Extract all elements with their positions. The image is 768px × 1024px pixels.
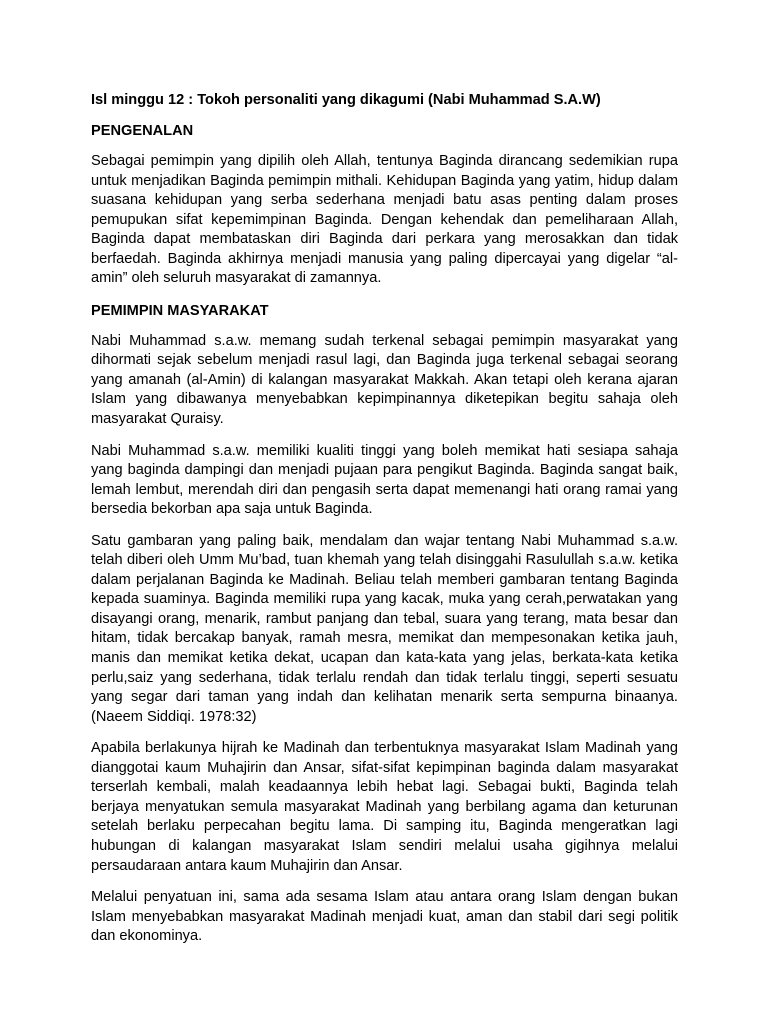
paragraph: Apabila berlakunya hijrah ke Madinah dan terbentuknya masyarakat Islam Madinah yang dianggotai kaum Muhajirin dan Ansar, sifat-sifat kepimpinan baginda dalam masyarakat terserlah kembali, malah keadaannya lebih hebat lagi. Sebagai bukti, Baginda telah berjaya menyatukan semula masyarakat Madinah yang berbilang agama dan keturunan setelah berlaku perpecahan begitu lama. Di samping itu, Baginda mengeratkan lagi hubungan di kalangan masyarakat Islam sendiri melalui usaha gigihnya melalui persaudaraan antara kaum Muhajirin dan Ansar. xyxy=(91,740,678,874)
section-heading-pemimpin-masyarakat: PEMIMPIN MASYARAKAT xyxy=(91,302,269,319)
paragraph: Melalui penyatuan ini, sama ada sesama Islam atau antara orang Islam dengan bukan Islam menyebabkan masyarakat Madinah menjadi kuat, aman dan stabil dari segi politik dan ekonominya. xyxy=(91,889,678,945)
section-heading-pengenalan: PENGENALAN xyxy=(91,123,194,139)
document-title: Isl minggu 12 : Tokoh personaliti yang dikagumi (Nabi Muhammad S.A.W) xyxy=(91,92,601,108)
paragraph: Satu gambaran yang paling baik, mendalam dan wajar tentang Nabi Muhammad s.a.w. telah diberi oleh Umm Mu’bad, tuan khemah yang telah disinggahi Rasulullah s.a.w. ketika dalam perjalanan Baginda ke Madinah. Beliau telah memberi gambaran tentang Baginda kepada suaminya. Baginda memiliki rupa yang kacak, muka yang cerah,perwatakan yang disayangi orang, menarik, rambut panjang dan tebal, suara yang terang, mata besar dan hitam, tidak bercakap banyak, ramah mesra, memikat dan mempesonakan ketika jauh, manis dan memikat ketika dekat, ucapan dan kata-kata yang jelas, berkata-kata ketika perlu,saiz yang sederhana, tidak terlalu rendah dan tidak terlalu tinggi, seperti sesuatu yang segar dari taman yang indah dan kelihatan menarik serta sempurna binaanya. (Naeem Siddiqi. 1978:32) xyxy=(91,532,678,725)
paragraph: Nabi Muhammad s.a.w. memiliki kualiti tinggi yang boleh memikat hati sesiapa sahaja yang baginda dampingi dan menjadi pujaan para pengikut Baginda. Baginda sangat baik, lemah lembut, merendah diri dan pengasih serta dapat memenangi hati orang ramai yang bersedia bekorban apa saja untuk Baginda. xyxy=(91,442,678,518)
paragraph: Sebagai pemimpin yang dipilih oleh Allah, tentunya Baginda dirancang sedemikian rupa untuk menjadikan Baginda pemimpin mithali. Kehidupan Baginda yang yatim, hidup dalam suasana kehidupan yang serba sederhana menjadi batu asas penting dalam proses pemupukan sifat kepemimpinan Baginda. Dengan kehendak dan pemeliharaan Allah, Baginda dapat membataskan diri Baginda dari perkara yang merosakkan dan tidak berfaedah. Baginda akhirnya menjadi manusia yang paling dipercayai yang digelar “al-amin” oleh seluruh masyarakat di zamannya. xyxy=(91,153,678,287)
paragraph: Nabi Muhammad s.a.w. memang sudah terkenal sebagai pemimpin masyarakat yang dihormati sejak sebelum menjadi rasul lagi, dan Baginda juga terkenal sebagai seorang yang amanah (al-Amin) di kalangan masyarakat Makkah. Akan tetapi oleh kerana ajaran Islam yang dibawanya menyebabkan kepimpinannya diketepikan begitu sahaja oleh masyarakat Quraisy. xyxy=(91,332,678,428)
